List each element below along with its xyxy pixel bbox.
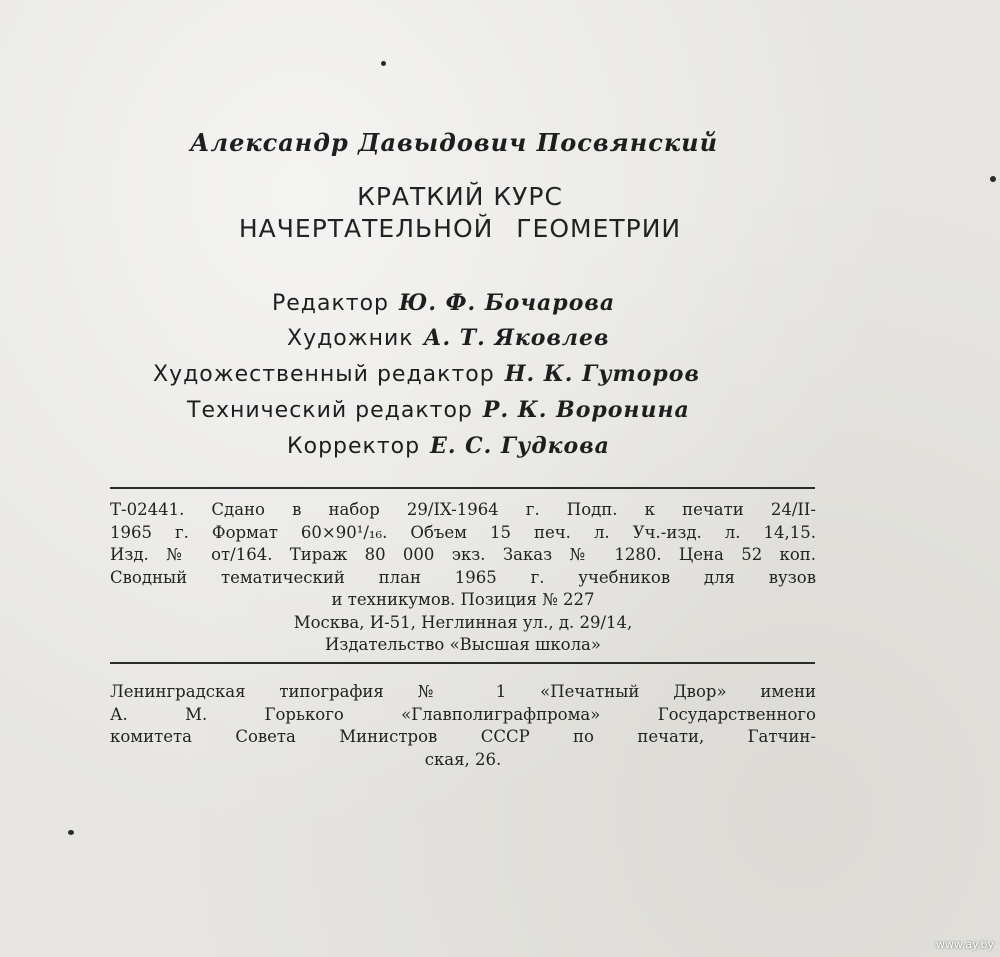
- ink-speck: [990, 176, 996, 182]
- imprint-line: Издательство «Высшая школа»: [324, 635, 601, 654]
- divider-rule: [110, 662, 815, 664]
- credit-person: Р. К. Воронина: [482, 397, 690, 423]
- credit-role: Художник: [287, 326, 414, 351]
- credit-tech-editor: [187, 397, 690, 423]
- credit-role: Технический редактор: [187, 398, 473, 423]
- book-title-line-2: НАЧЕРТАТЕЛЬНОЙ ГЕОМЕТРИИ: [238, 214, 682, 243]
- printer-block: [110, 681, 816, 771]
- divider-rule: [110, 487, 815, 489]
- book-title-line-1: КРАТКИЙ КУРС: [357, 182, 563, 211]
- imprint-line: и техникумов. Позиция № 227: [331, 590, 595, 609]
- printer-line: комитета Совета Министров СССР по печати, Гатчин-: [110, 727, 816, 746]
- credit-role: Корректор: [287, 434, 421, 459]
- ink-speck: [381, 61, 386, 66]
- credit-person: Н. К. Гуторов: [504, 361, 700, 387]
- credit-person: А. Т. Яковлев: [423, 325, 610, 351]
- author-name: Александр Давыдович Посвянский: [190, 128, 719, 157]
- ink-speck: [68, 830, 74, 835]
- imprint-line: Москва, И-51, Неглинная ул., д. 29/14,: [293, 612, 633, 632]
- credit-person: Е. С. Гудкова: [430, 433, 610, 459]
- credit-artist: [287, 325, 609, 351]
- credit-art-editor: [153, 361, 700, 387]
- printer-line: ская, 26.: [424, 749, 502, 769]
- imprint-line: Сводный тематический план 1965 г. учебников для вузов: [110, 567, 816, 587]
- credit-role: Художественный редактор: [153, 362, 495, 387]
- credit-role: Редактор: [272, 291, 390, 316]
- printer-line: А. М. Горького «Главполиграфпрома» Государственного: [110, 704, 816, 724]
- imprint-block: [110, 499, 816, 657]
- imprint-line: 1965 г. Формат 60×90¹/₁₆. Объем 15 печ. л. Уч.-изд. л. 14,15.: [110, 522, 816, 542]
- credit-person: Ю. Ф. Бочарова: [399, 290, 616, 316]
- imprint-line: Т-02441. Сдано в набор 29/IX-1964 г. Подп. к печати 24/II-: [110, 500, 816, 519]
- watermark: www.ay.by: [935, 938, 994, 951]
- printer-line: Ленинградская типография № 1 «Печатный Двор» имени: [110, 682, 816, 701]
- credit-editor: [272, 290, 615, 316]
- imprint-line: Изд. № от/164. Тираж 80 000 экз. Заказ № 1280. Цена 52 коп.: [110, 545, 816, 564]
- credit-proofreader: [287, 433, 610, 459]
